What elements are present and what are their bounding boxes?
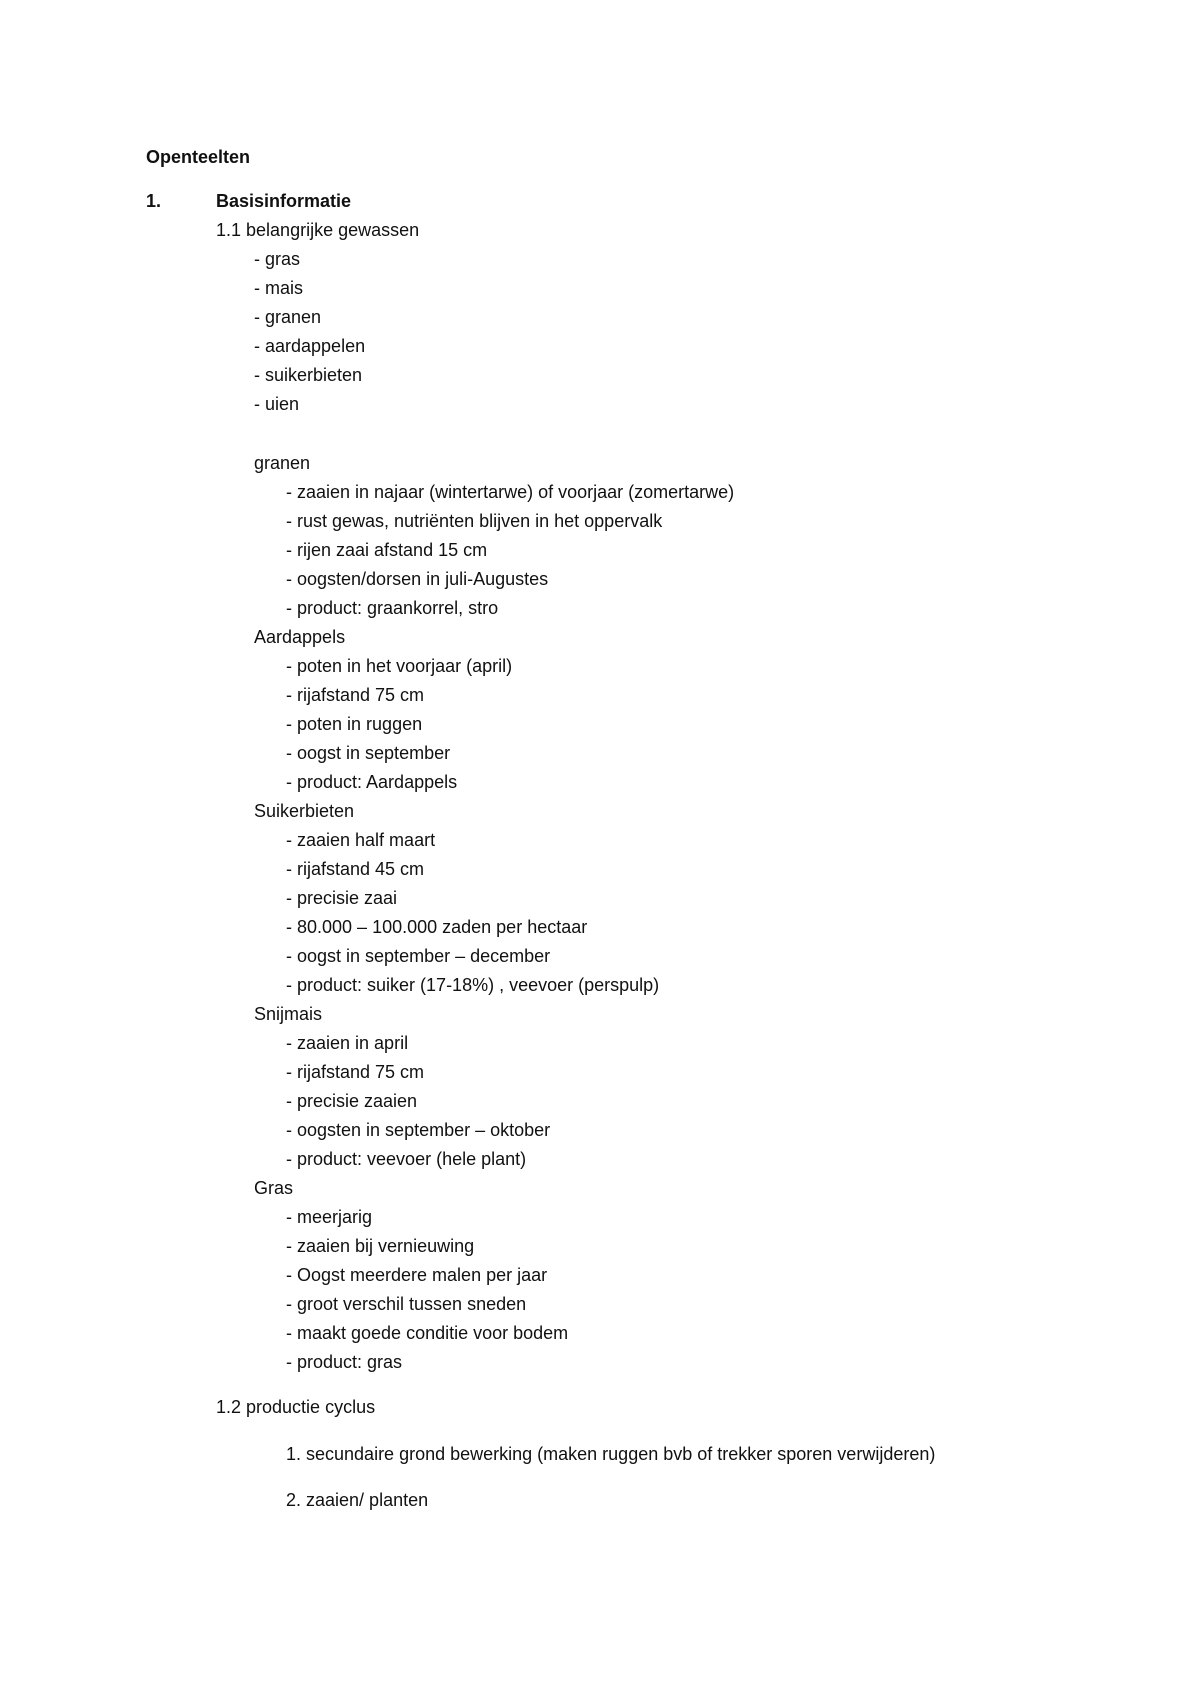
crop-detail-item: - oogst in september – december: [286, 946, 551, 966]
crop-list-item: - gras: [254, 249, 301, 269]
crop-detail-item: - groot verschil tussen sneden: [286, 1294, 527, 1314]
crop-detail-item: - rijafstand 75 cm: [286, 1062, 425, 1082]
crop-detail-item: - oogst in september: [286, 743, 451, 763]
crop-detail-item: - zaaien bij vernieuwing: [286, 1236, 475, 1256]
crop-detail-item: - Oogst meerdere malen per jaar: [286, 1265, 548, 1285]
crop-detail-item: - product: Aardappels: [286, 772, 458, 792]
crop-detail-item: - meerjarig: [286, 1207, 373, 1227]
crop-list-item: - mais: [254, 278, 303, 298]
crop-detail-item: - poten in ruggen: [286, 714, 423, 734]
cycle-step: 2. zaaien/ planten: [286, 1490, 429, 1510]
crop-detail-item: - oogsten in september – oktober: [286, 1120, 551, 1140]
subsection-heading: 1.1 belangrijke gewassen: [216, 220, 420, 240]
crop-detail-item: - product: gras: [286, 1352, 403, 1372]
crop-detail-item: - precisie zaai: [286, 888, 398, 908]
crop-heading-granen: granen: [254, 453, 311, 473]
crop-detail-item: - precisie zaaien: [286, 1091, 418, 1111]
crop-detail-item: - zaaien in najaar (wintertarwe) of voorjaar (zomertarwe): [286, 482, 735, 502]
section-number: 1.: [146, 191, 162, 211]
section-heading: Basisinformatie: [216, 191, 352, 211]
crop-detail-item: - oogsten/dorsen in juli-Augustes: [286, 569, 549, 589]
crop-detail-item: - rust gewas, nutriënten blijven in het oppervalk: [286, 511, 663, 531]
crop-detail-item: - product: veevoer (hele plant): [286, 1149, 527, 1169]
crop-list-item: - aardappelen: [254, 336, 366, 356]
crop-heading-aardappels: Aardappels: [254, 627, 346, 647]
crop-list-item: - granen: [254, 307, 322, 327]
crop-detail-item: - 80.000 – 100.000 zaden per hectaar: [286, 917, 588, 937]
crop-heading-gras: Gras: [254, 1178, 294, 1198]
crop-detail-item: - product: graankorrel, stro: [286, 598, 499, 618]
crop-heading-suikerbieten: Suikerbieten: [254, 801, 355, 821]
crop-detail-item: - zaaien half maart: [286, 830, 436, 850]
subsection-heading-productie: 1.2 productie cyclus: [216, 1397, 376, 1417]
crop-detail-item: - rijafstand 45 cm: [286, 859, 425, 879]
document-title: Openteelten: [146, 147, 251, 167]
crop-heading-snijmais: Snijmais: [254, 1004, 323, 1024]
crop-detail-item: - product: suiker (17-18%) , veevoer (perspulp): [286, 975, 660, 995]
cycle-step: 1. secundaire grond bewerking (maken ruggen bvb of trekker sporen verwijderen): [286, 1444, 936, 1464]
crop-detail-item: - poten in het voorjaar (april): [286, 656, 513, 676]
crop-detail-item: - zaaien in april: [286, 1033, 409, 1053]
crop-list-item: - uien: [254, 394, 300, 414]
crop-list-item: - suikerbieten: [254, 365, 363, 385]
crop-detail-item: - rijafstand 75 cm: [286, 685, 425, 705]
crop-detail-item: - rijen zaai afstand 15 cm: [286, 540, 488, 560]
crop-detail-item: - maakt goede conditie voor bodem: [286, 1323, 569, 1343]
